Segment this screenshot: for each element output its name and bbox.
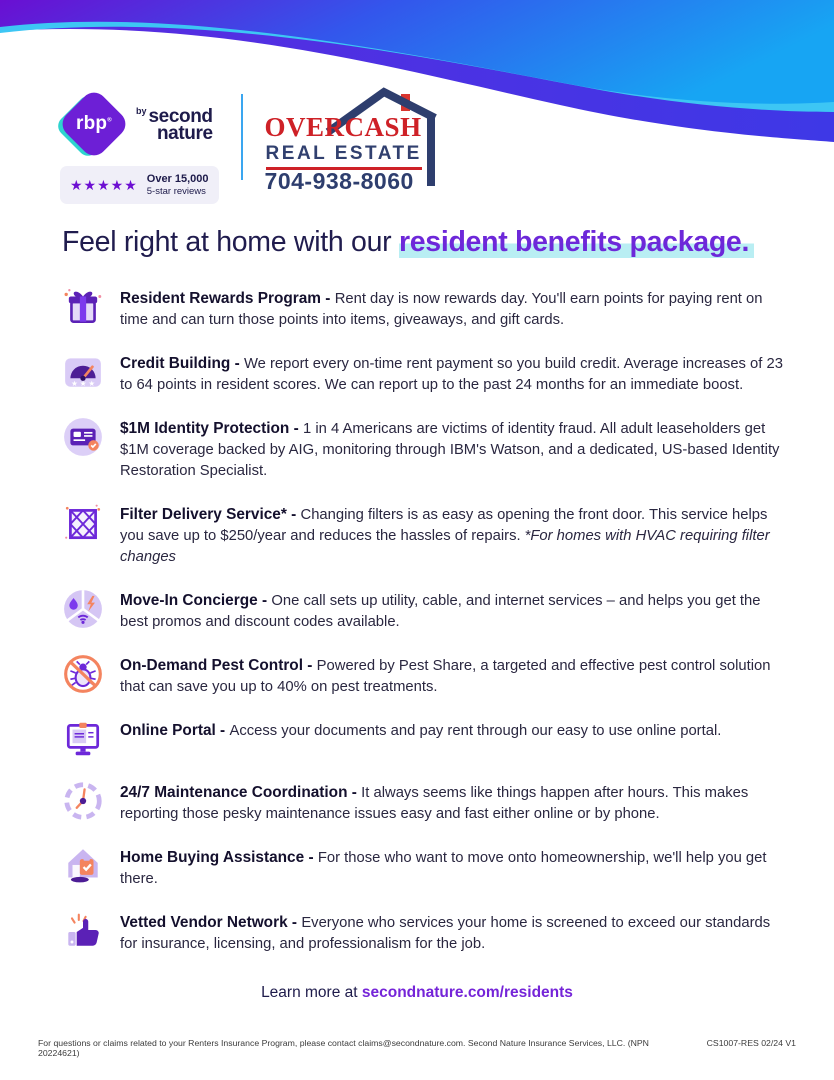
benefit-item-pest-control — [62, 655, 784, 698]
benefit-title: Vetted Vendor Network - — [120, 914, 302, 931]
air-filter-icon — [62, 502, 104, 544]
benefit-title: Filter Delivery Service* - — [120, 506, 301, 523]
learn-more-prefix: Learn more at — [261, 984, 362, 1001]
logo-row — [60, 92, 445, 204]
rbp-logo-block — [60, 92, 219, 204]
id-card-icon — [62, 416, 104, 458]
second-nature-wordmark — [136, 107, 213, 143]
benefit-text — [120, 782, 784, 825]
doc-code: CS1007-RES 02/24 V1 — [706, 1038, 796, 1048]
by-label: by — [136, 106, 147, 116]
headline-highlight: resident benefits package. — [399, 226, 754, 258]
benefit-text — [120, 288, 784, 331]
benefit-description: Changing filters is as easy as opening the front door. This service helps you save up to $250/year and reduces the hassles of repairs. — [120, 507, 768, 544]
clock-icon — [62, 780, 104, 822]
thumbs-up-icon — [62, 910, 104, 952]
benefit-item-move-in-concierge — [62, 590, 784, 633]
benefit-item-home-buying — [62, 847, 784, 890]
benefit-text — [120, 655, 784, 698]
benefit-title: Resident Rewards Program - — [120, 290, 335, 307]
registered-mark: ® — [107, 117, 112, 124]
benefit-text — [120, 418, 784, 482]
benefit-text — [120, 353, 784, 396]
online-portal-icon — [62, 718, 104, 760]
fineprint — [0, 1038, 834, 1058]
brand-line-1: second — [148, 106, 213, 127]
benefit-note: *For homes with HVAC requiring filter changes — [120, 528, 770, 565]
benefit-title: On-Demand Pest Control - — [120, 657, 317, 674]
benefit-text — [120, 912, 784, 955]
page-title — [62, 226, 802, 259]
benefit-item-filter-delivery — [62, 504, 784, 568]
benefit-description: Everyone who services your home is screened to exceed our standards for insurance, licensing, and professionalism for the job. — [120, 915, 771, 952]
benefit-item-credit-building — [62, 353, 784, 396]
learn-more-link[interactable]: secondnature.com/residents — [361, 984, 573, 1001]
logo-divider — [241, 94, 243, 180]
brand-line-2: nature — [156, 123, 213, 144]
benefit-title: Move-In Concierge - — [120, 592, 272, 609]
review-badge — [60, 166, 219, 204]
review-label: 5-star reviews — [146, 186, 206, 197]
benefit-item-identity-protection — [62, 418, 784, 482]
learn-more-line — [0, 984, 834, 1002]
benefit-title: 24/7 Maintenance Coordination - — [120, 784, 362, 801]
benefit-text — [120, 847, 784, 890]
rbp-purple-diamond — [57, 87, 131, 161]
benefit-item-online-portal — [62, 720, 784, 760]
headline-prefix: Feel right at home with our — [62, 226, 399, 258]
benefit-description: 1 in 4 Americans are victims of identity fraud. All adult leaseholders get $1M coverage backed by AIG, monitoring through IBM's Watson, and a dedicated, US-based Identity Restoration Specialist. — [120, 421, 780, 479]
benefit-description: Powered by Pest Share, a targeted and effective pest control solution that can save you up to 40% on pest treatments. — [120, 658, 771, 695]
benefit-description: Access your documents and pay rent through our easy to use online portal. — [229, 723, 722, 739]
benefit-title: $1M Identity Protection - — [120, 420, 303, 437]
partner-logo — [264, 92, 445, 194]
pest-control-icon — [62, 653, 104, 695]
benefit-description: It always seems like things happen after hours. This makes reporting those pesky maintenance issues easy and fast either online or by phone. — [120, 785, 749, 822]
benefit-description: Rent day is now rewards day. You'll earn points for paying rent on time and can turn those points into items, giveaways, and gift cards. — [120, 291, 763, 328]
benefit-item-resident-rewards — [62, 288, 784, 331]
benefits-list — [62, 288, 784, 977]
benefit-item-maintenance — [62, 782, 784, 825]
benefit-title: Home Buying Assistance - — [120, 849, 318, 866]
benefit-description: For those who want to move onto homeownership, we'll help you get there. — [120, 850, 767, 887]
legal-text: For questions or claims related to your Renters Insurance Program, please contact claims@secondnature.com. Second Nature Insurance Services, LLC. (NPN 20224621) — [38, 1038, 649, 1058]
partner-phone: 704-938-8060 — [264, 168, 414, 194]
gift-icon — [62, 286, 104, 328]
credit-score-icon — [62, 351, 104, 393]
benefit-text — [120, 720, 721, 742]
benefit-title: Credit Building - — [120, 355, 244, 372]
home-buying-icon — [62, 845, 104, 887]
benefit-text — [120, 590, 784, 633]
five-stars-icon: ★★★★★ — [70, 177, 138, 193]
benefit-description: One call sets up utility, cable, and internet services – and helps you get the best promos and discount codes available. — [120, 593, 761, 630]
benefit-text — [120, 504, 784, 568]
benefit-title: Online Portal - — [120, 722, 230, 739]
benefit-item-vendor-network — [62, 912, 784, 955]
rbp-logo-text: rbp — [76, 113, 108, 134]
utilities-icon — [62, 588, 104, 630]
partner-name: OVERCASH — [264, 112, 422, 142]
benefit-description: We report every on-time rent payment so you build credit. Average increases of 23 to 64 points in resident scores. We can report up to the past 24 months for an immediate boost. — [120, 356, 783, 393]
review-count: Over 15,000 — [146, 173, 209, 185]
partner-subtitle: REAL ESTATE — [266, 143, 422, 170]
rbp-logo — [60, 92, 126, 158]
